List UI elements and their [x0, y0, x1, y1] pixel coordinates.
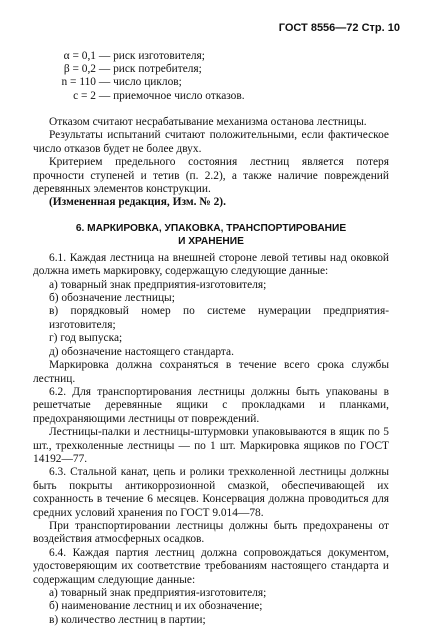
clause-6-3: 6.3. Стальной канат, цепь и ролики трехколенной лестницы должны быть покрыты антикоррозионной смазкой, обеспечивающей их сохранность в течение 6 месяцев. Консервация должна проводиться для средних условий хранения по ГОСТ 9.014—78.: [33, 466, 389, 519]
page-header: ГОСТ 8556—72 Стр. 10: [278, 22, 400, 34]
clause-6-2: 6.2. Для транспортирования лестницы должны быть упакованы в решетчатые деревянные ящики с прокладками и планками, предохраняющими лестницы от повреждений.: [33, 385, 389, 425]
symbol-definitions: [34, 50, 394, 103]
symbol-line: β = 0,2 — риск потребителя;: [63, 63, 202, 76]
list-item: д) обозначение настоящего стандарта.: [49, 345, 234, 358]
list-item: в) порядковый номер по системе нумерации предприятия-изготовителя;: [49, 305, 389, 331]
list-item: г) год выпуска;: [49, 332, 123, 345]
symbol-line: α = 0,1 — риск изготовителя;: [63, 50, 205, 62]
paragraph: Отказом считают несрабатывание механизма останова лестницы.: [49, 116, 367, 128]
section-heading: 6. МАРКИРОВКА, УПАКОВКА, ТРАНСПОРТИРОВАНИЕ: [75, 222, 347, 234]
clause-6-1: 6.1. Каждая лестница на внешней стороне левой тетивы над оковкой должна иметь маркировку, содержащую следующие данные:: [33, 251, 389, 278]
paragraph: Маркировка должна сохраняться в течение всего срока службы лестниц.: [33, 359, 389, 385]
section-heading: И ХРАНЕНИЕ: [178, 235, 244, 247]
document-body: [33, 116, 389, 627]
paragraph: Лестницы-палки и лестницы-штурмовки упаковываются в ящик по 5 шт., трехколенные лестницы — по 1 шт. Маркировка ящиков по ГОСТ 14192—77.: [33, 426, 389, 465]
paragraph: Результаты испытаний считают положительными, если фактическое число отказов будет не более двух.: [33, 129, 389, 155]
list-item: б) обозначение лестницы;: [49, 292, 175, 305]
list-item: а) товарный знак предприятия-изготовителя;: [49, 587, 267, 599]
clause-6-4: 6.4. Каждая партия лестниц должна сопровождаться документом, удостоверяющим их соответствие требованиям настоящего стандарта и содержащим следующие данные:: [33, 546, 389, 586]
symbol-line: c = 2 — приемочное число отказов.: [73, 89, 245, 102]
list-item: а) товарный знак предприятия-изготовителя;: [49, 278, 267, 291]
paragraph: Критерием предельного состояния лестниц является потеря прочности ступеней и тетив (п. 2.2), а также наличие повреждений деревянных элементов конструкции.: [33, 156, 389, 196]
list-item: в) количество лестниц в партии;: [49, 613, 206, 626]
list-item: б) наименование лестниц и их обозначение;: [49, 600, 263, 613]
amendment-note: (Измененная редакция, Изм. № 2).: [49, 196, 226, 209]
paragraph: При транспортировании лестницы должны быть предохранены от воздействия атмосферных осадков.: [33, 519, 389, 546]
symbol-line: n = 110 — число циклов;: [61, 76, 182, 89]
